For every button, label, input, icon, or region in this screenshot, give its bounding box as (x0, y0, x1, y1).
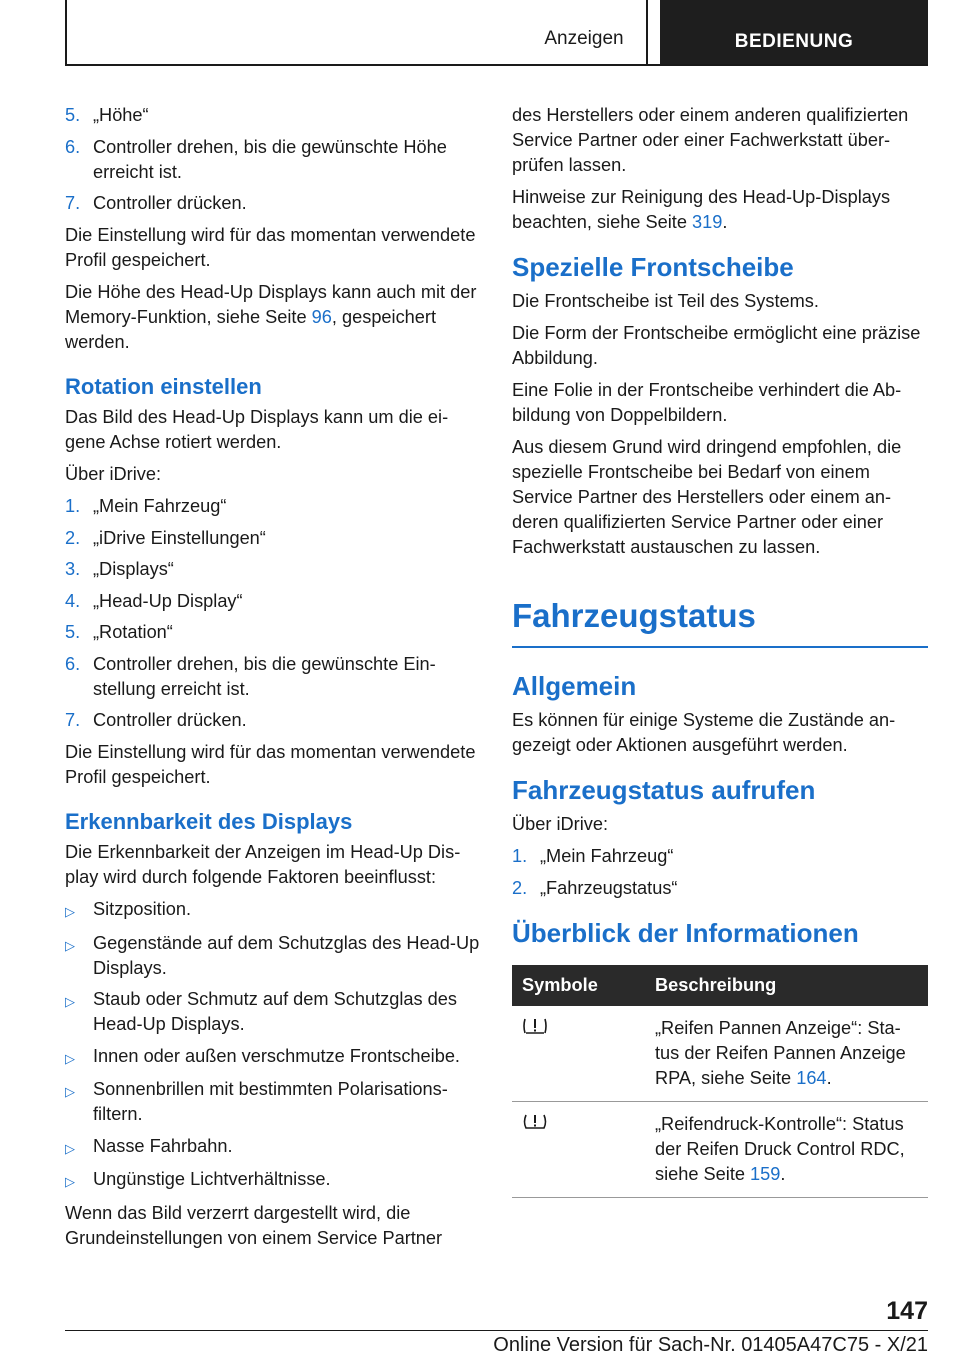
list-item: 5. „Höhe“ (65, 105, 149, 125)
info-table (512, 965, 928, 1198)
table-row: „Reifen Pannen Anzeige“: Status der Reifen Pannen Anzeige RPA, siehe Seite 164. (512, 1006, 928, 1102)
table-row: „Reifendruck-Kontrolle“: Status der Reifen Druck Control RDC, siehe Seite 159. (512, 1101, 928, 1197)
column-header-symbols: Symbole (512, 965, 645, 1006)
steps-height (65, 103, 480, 216)
factor-list (65, 897, 480, 1194)
paragraph-idrive-right: Über iDrive: (512, 814, 609, 834)
right-column (512, 103, 928, 1198)
triangle-bullet-icon: ▷ (65, 937, 75, 953)
heading-rotation: Rotation einstellen (65, 374, 262, 399)
paragraph-windshield-4: Aus diesem Grund wird dringend empfohlen, die spezielle Frontscheibe bei Bedarf von einem Service Partner des Herstellers oder einem anderen qualifizierten Service Partner oder einer Fachwerkstatt austauschen zu lassen. (512, 437, 902, 557)
tire-warning-icon (522, 1016, 548, 1036)
column-header-description: Beschreibung (645, 965, 928, 1006)
steps-status (512, 844, 928, 901)
paragraph-general: Es können für einige Systeme die Zustände angezeigt oder Aktionen ausgeführt werden. (512, 710, 896, 755)
paragraph-saved: Die Einstellung wird für das momentan verwendete Profil gespeichert. (65, 225, 476, 270)
list-item: 6. Controller drehen, bis die gewünschte Einstellung erreicht ist. (65, 653, 436, 699)
paragraph-saved-2: Die Einstellung wird für das momentan verwendete Profil gespeichert. (65, 742, 476, 787)
list-item: 1. „Mein Fahrzeug“ (512, 846, 674, 866)
header-chapter-tab: BEDIENUNG (660, 0, 928, 64)
paragraph-cleaning: Hinweise zur Reinigung des Head-Up-Displays beachten, siehe Seite 319. (512, 187, 891, 232)
paragraph-rotation: Das Bild des Head-Up Displays kann um die eigene Achse rotiert werden. (65, 407, 449, 452)
header-section-title: Anzeigen (544, 28, 624, 49)
heading-call-status: Fahrzeugstatus aufrufen (512, 775, 816, 805)
paragraph-idrive: Über iDrive: (65, 464, 162, 484)
paragraph-windshield-1: Die Frontscheibe ist Teil des Systems. (512, 291, 819, 311)
list-item: ▷ Sitzposition. (65, 897, 480, 924)
footer-text: Online Version für Sach-Nr. 01405A47C75 - X/21 (493, 1334, 928, 1356)
heading-overview: Überblick der Informationen (512, 917, 859, 948)
heading-visibility: Erkennbarkeit des Displays (65, 809, 353, 834)
paragraph-distorted: Wenn das Bild verzerrt dargestellt wird, die Grundeinstellungen von einem Service Partner (65, 1202, 443, 1248)
paragraph-windshield-2: Die Form der Frontscheibe ermöglicht eine präzise Abbildung. (512, 323, 921, 368)
list-item: 3. „Displays“ (65, 559, 174, 579)
list-item: ▷ Gegenstände auf dem Schutzglas des Head-Up Displays. (65, 931, 480, 981)
list-item: ▷ Innen oder außen verschmutze Frontscheibe. (65, 1044, 480, 1071)
list-item: 5. „Rotation“ (65, 622, 173, 642)
table-header-row (512, 965, 928, 1006)
list-item: 6. Controller drehen, bis die gewünschte Höhe erreicht ist. (65, 136, 447, 182)
header-rule (65, 64, 928, 66)
list-item: 4. „Head-Up Display“ (65, 590, 243, 611)
page-ref-link[interactable]: 159 (750, 1163, 781, 1184)
list-item: ▷ Nasse Fahrbahn. (65, 1134, 480, 1161)
heading-vehicle-status: Fahrzeugstatus (512, 594, 928, 648)
list-item: 1. „Mein Fahrzeug“ (65, 496, 227, 516)
page-number: 147 (886, 1297, 928, 1325)
list-item: ▷ Ungünstige Lichtverhältnisse. (65, 1167, 480, 1194)
triangle-bullet-icon: ▷ (65, 1084, 75, 1099)
heading-general: Allgemein (512, 671, 637, 701)
footer-rule (65, 1330, 928, 1331)
paragraph-continued: des Herstellers oder einem anderen qualifizierten Service Partner oder einer Fachwerkstatt überprüfen lassen. (512, 105, 909, 175)
steps-rotation (65, 494, 480, 733)
list-item: 2. „iDrive Einstellungen“ (65, 527, 266, 548)
list-item: ▷ Sonnenbrillen mit bestimmten Polarisationsfiltern. (65, 1077, 480, 1127)
page-ref-link[interactable]: 164 (796, 1067, 827, 1088)
list-item: 2. „Fahrzeugstatus“ (512, 877, 678, 898)
triangle-bullet-icon: ▷ (65, 904, 75, 919)
left-column (65, 103, 480, 1258)
tire-pressure-icon (522, 1112, 548, 1132)
paragraph-visibility: Die Erkennbarkeit der Anzeigen im Head-Up Display wird durch folgende Faktoren beeinflusst: (65, 842, 461, 887)
page-ref-link[interactable]: 319 (691, 212, 723, 232)
paragraph-windshield-3: Eine Folie in der Frontscheibe verhindert die Abbildung von Doppelbildern. (512, 380, 902, 425)
heading-windshield: Spezielle Frontscheibe (512, 252, 794, 282)
triangle-bullet-icon: ▷ (65, 1050, 75, 1066)
list-item: ▷ Staub oder Schmutz auf dem Schutzglas des Head-Up Displays. (65, 987, 480, 1037)
triangle-bullet-icon: ▷ (65, 1174, 75, 1189)
list-item: 7. Controller drücken. (65, 193, 247, 213)
triangle-bullet-icon: ▷ (65, 994, 75, 1009)
triangle-bullet-icon: ▷ (65, 1140, 75, 1156)
page-ref-link[interactable]: 96 (311, 307, 332, 327)
paragraph-memory: Die Höhe des Head-Up Displays kann auch mit der Memory-Funktion, siehe Seite 96, gespeichert werden. (65, 282, 477, 352)
list-item: 7. Controller drücken. (65, 710, 247, 730)
